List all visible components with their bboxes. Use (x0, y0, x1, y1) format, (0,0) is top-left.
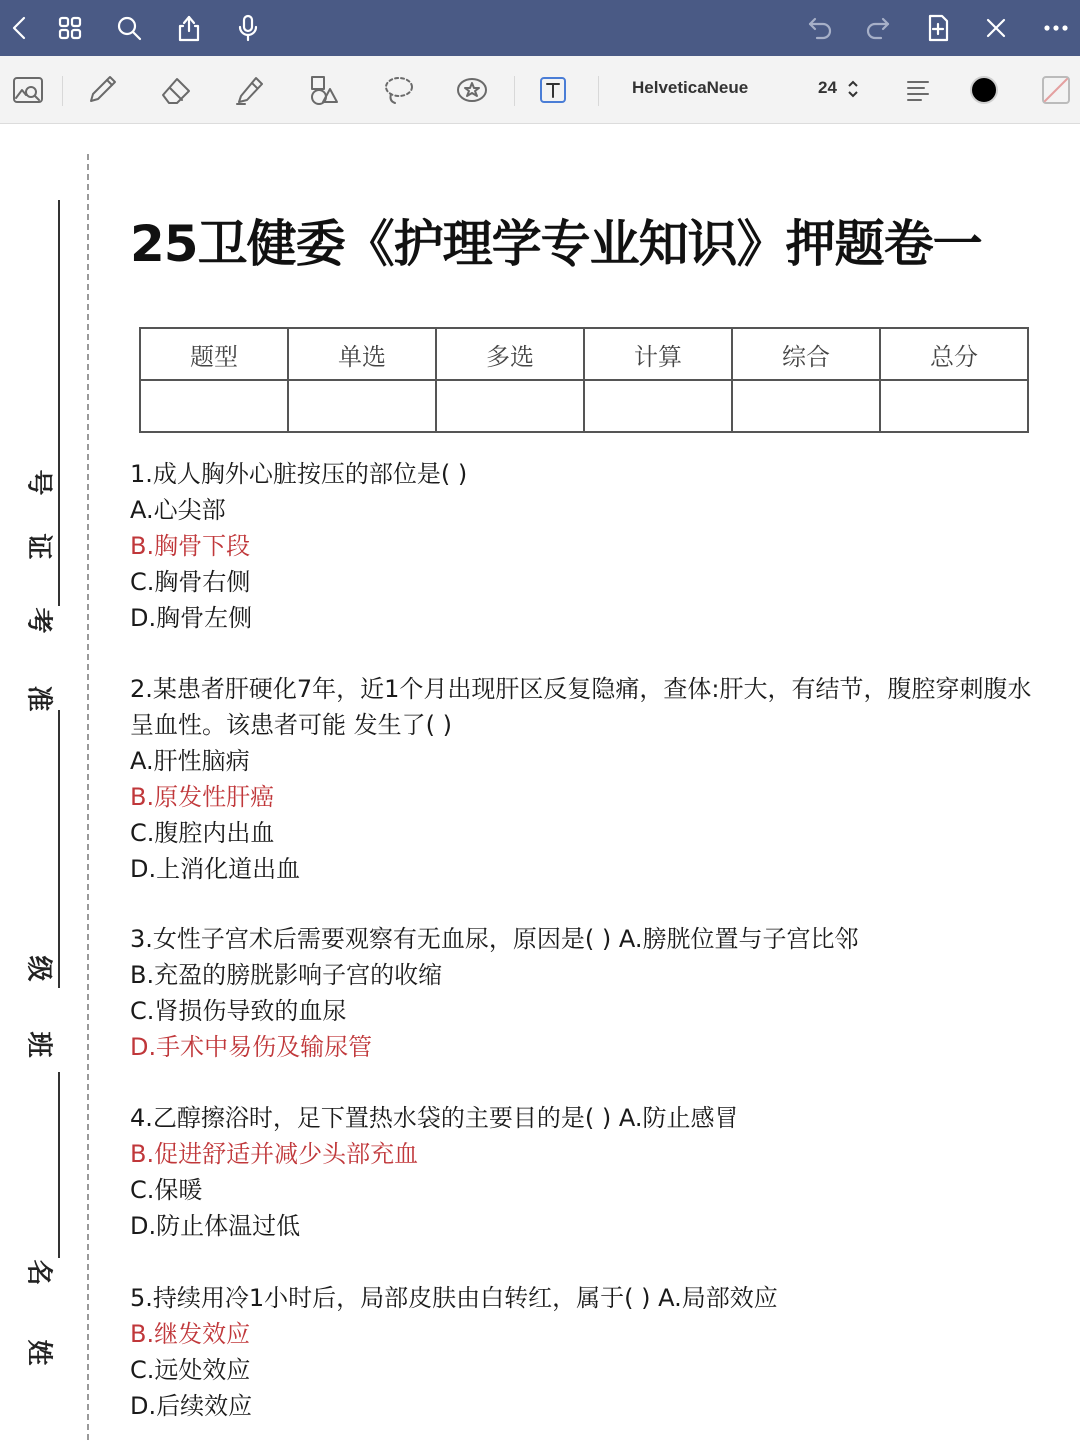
grid-icon[interactable] (50, 8, 90, 48)
microphone-icon[interactable] (228, 8, 268, 48)
side-label-char: 姓 (23, 1339, 54, 1366)
share-icon[interactable] (169, 8, 209, 48)
option-line: C.腹腔内出血 (130, 819, 275, 847)
score-table-cell[interactable] (732, 380, 880, 432)
image-zoom-icon[interactable] (6, 68, 50, 112)
font-size-selector[interactable]: 24 (818, 78, 837, 97)
score-table-cell[interactable] (288, 380, 436, 432)
option-line: C.远处效应 (130, 1356, 251, 1384)
option-line: D.防止体温过低 (130, 1212, 301, 1240)
answer-option-line: B.促进舒适并减少头部充血 (130, 1140, 419, 1168)
font-name-selector[interactable]: HelveticaNeue (632, 78, 749, 97)
question-2 (130, 671, 1032, 887)
answer-option-line: B.胸骨下段 (130, 532, 251, 560)
score-table-header-row (140, 328, 1028, 380)
option-line: B.充盈的膀胱影响子宫的收缩 (130, 961, 443, 989)
score-table-cell[interactable] (436, 380, 584, 432)
side-label-char: 考 (23, 607, 54, 634)
option-line: D.后续效应 (130, 1392, 253, 1420)
side-label-char: 准 (23, 685, 54, 712)
option-line: C.保暖 (130, 1176, 203, 1204)
question-stem: 2.某患者肝硬化7年，近1个月出现肝区反复隐痛，查体:肝大，有结节，腹腔穿刺腹水 (130, 675, 1032, 703)
text-align-icon[interactable] (896, 68, 940, 112)
more-icon[interactable] (1036, 8, 1076, 48)
top-nav-bar (0, 0, 1080, 56)
question-4 (130, 1100, 739, 1244)
score-table-header: 综合 (732, 328, 880, 380)
document-page (0, 124, 1080, 1440)
score-table-value-row (140, 380, 1028, 432)
option-line: A.肝性脑病 (130, 747, 250, 775)
option-line: A.心尖部 (130, 496, 226, 524)
question-stem: 4.乙醇擦浴时，足下置热水袋的主要目的是( ) A.防止感冒 (130, 1104, 739, 1132)
score-table-header: 题型 (140, 328, 288, 380)
search-icon[interactable] (109, 8, 149, 48)
class-line-bottom (58, 1072, 60, 1258)
question-3 (130, 921, 859, 1065)
score-table-cell[interactable] (584, 380, 732, 432)
side-label-char: 号 (23, 469, 54, 496)
score-table-header: 总分 (880, 328, 1028, 380)
eraser-icon[interactable] (154, 68, 198, 112)
option-line: C.胸骨右侧 (130, 568, 251, 596)
score-table-header: 计算 (584, 328, 732, 380)
side-label-char: 级 (23, 955, 54, 982)
color-picker-icon[interactable] (962, 68, 1006, 112)
highlighter-icon[interactable] (228, 68, 272, 112)
question-stem: 3.女性子宫术后需要观察有无血尿，原因是( ) A.膀胱位置与子宫比邻 (130, 925, 859, 953)
binding-dashed-line (87, 154, 89, 1440)
sticker-icon[interactable] (450, 68, 494, 112)
background-color-icon[interactable] (1034, 68, 1078, 112)
score-table-header: 多选 (436, 328, 584, 380)
option-line: D.胸骨左侧 (130, 604, 253, 632)
answer-option-line: B.原发性肝癌 (130, 783, 275, 811)
text-tool-icon[interactable] (531, 68, 575, 112)
question-stem: 5.持续用冷1小时后，局部皮肤由白转红，属于( ) A.局部效应 (130, 1284, 778, 1312)
page-title: 25卫健委《护理学专业知识》押题卷一 (130, 215, 982, 273)
score-table-cell[interactable] (140, 380, 288, 432)
answer-option-line: B.继发效应 (130, 1320, 251, 1348)
side-label-char: 班 (23, 1031, 54, 1058)
question-1 (130, 456, 467, 636)
lasso-icon[interactable] (376, 68, 420, 112)
side-label-char: 名 (23, 1259, 54, 1286)
option-line: D.上消化道出血 (130, 855, 301, 883)
option-line: C.肾损伤导致的血尿 (130, 997, 347, 1025)
add-page-icon[interactable] (918, 8, 958, 48)
close-icon[interactable] (976, 8, 1016, 48)
redo-icon[interactable] (858, 8, 898, 48)
score-table-cell[interactable] (880, 380, 1028, 432)
question-stem: 1.成人胸外心脏按压的部位是( ) (130, 460, 468, 488)
back-icon[interactable] (0, 8, 40, 48)
question-stem: 呈血性。该患者可能 发生了( ) (130, 711, 452, 739)
font-size-stepper-icon[interactable] (846, 78, 860, 100)
score-table-header: 单选 (288, 328, 436, 380)
side-label-char: 证 (23, 533, 54, 560)
shapes-icon[interactable] (302, 68, 346, 112)
pen-icon[interactable] (80, 68, 124, 112)
annotation-toolbar (0, 56, 1080, 124)
answer-option-line: D.手术中易伤及输尿管 (130, 1033, 373, 1061)
undo-icon[interactable] (800, 8, 840, 48)
class-line-top (58, 710, 60, 988)
question-5 (130, 1280, 778, 1424)
score-table (139, 327, 1029, 433)
